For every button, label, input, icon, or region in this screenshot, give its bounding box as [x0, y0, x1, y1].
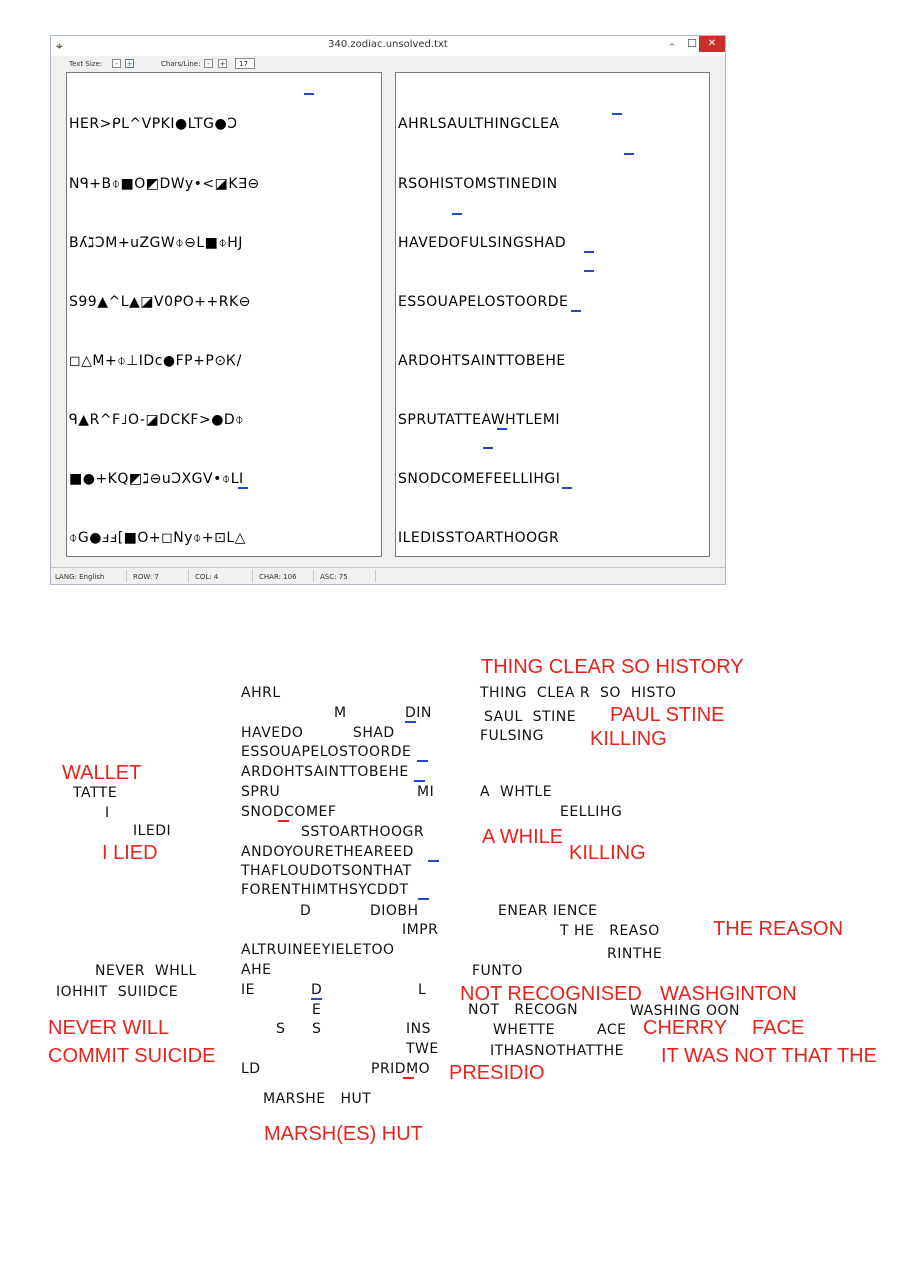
fragment: EELLIHG: [560, 804, 623, 820]
annotation-label: MARSH(ES) HUT: [264, 1123, 423, 1145]
fragment: AHRL: [241, 685, 281, 701]
fragment: ANDOYOURETHEAREED: [241, 844, 414, 860]
cursor-underline: [304, 93, 314, 95]
fragment: NOT RECOGN: [468, 1002, 579, 1018]
fragment: SSTOARTHOOGR: [301, 824, 425, 840]
highlight-underline: [584, 270, 594, 272]
fragment: WHETTE: [493, 1022, 555, 1038]
fragment: FULSING: [480, 728, 544, 744]
fragment: MI: [417, 784, 435, 800]
annotation-label: I LIED: [102, 842, 158, 864]
annotation-label: IT WAS NOT THAT THE: [661, 1045, 877, 1067]
cipher-line: S99▲^L▲◪V0ᑭO++RK⊖: [69, 293, 251, 310]
cipher-line: ⌽G●ⅎⅎ[■O+◻Ny⌽+⊡L△: [69, 530, 246, 547]
plain-line: ILEDISSTOARTHOOGR: [398, 530, 560, 547]
highlight-underline: [418, 898, 429, 900]
annotation-label: FACE: [752, 1017, 805, 1039]
annotation-label: WALLET: [62, 762, 142, 784]
fragment: TATTE: [73, 785, 118, 801]
highlight-underline: [452, 213, 462, 215]
annotation-label: PAUL STINE: [610, 704, 725, 726]
annotation-label: NOT RECOGNISED: [460, 983, 642, 1005]
annotation-label: NEVER WILL: [48, 1017, 170, 1039]
status-divider: [375, 570, 376, 582]
chars-decrease-button[interactable]: -: [204, 59, 213, 68]
annotation-label: CHERRY: [643, 1017, 728, 1039]
status-asc: ASC: 75: [320, 573, 348, 581]
fragment: IMPR: [402, 922, 439, 938]
cipher-line: HER>ᑭL^VPKI●LTG●Ↄ: [69, 116, 238, 133]
highlight-underline: [405, 721, 416, 723]
highlight-underline: [428, 860, 439, 862]
fragment: DIOBH: [370, 903, 419, 919]
fragment: ESSOUAPELOSTOORDE: [241, 744, 412, 760]
fragment: T HE REASO: [560, 923, 660, 939]
highlight-underline: [403, 1077, 414, 1079]
status-row: ROW: 7: [133, 573, 159, 581]
highlight-underline: [417, 760, 428, 762]
fragment: THING CLEA R SO HISTO: [480, 685, 677, 701]
fragment: L: [418, 982, 427, 998]
fragment: S: [276, 1021, 286, 1037]
title-bar: [51, 36, 725, 56]
fragment: IOHHIT SUIIDCE: [56, 984, 179, 1000]
cipher-line: BʎℷↃM+uZGW⌽⊖L■⌽HJ: [69, 234, 243, 251]
fragment: MARSHE HUT: [263, 1091, 372, 1107]
plain-line: RSOHISTOMSTINEDIN: [398, 175, 558, 192]
fragment: SPRU: [241, 784, 281, 800]
fragment: M: [334, 705, 347, 721]
fragment: ARDOHTSAINTTOBEHE: [241, 764, 409, 780]
fragment: ILEDI: [133, 823, 172, 839]
plain-lines: [398, 76, 573, 557]
fragment: ENEAR IENCE: [498, 903, 598, 919]
window-title: 340.zodiac.unsolved.txt: [328, 39, 448, 50]
fragment: ITHASNOTHATTHE: [490, 1043, 624, 1059]
status-lang: LANG: English: [55, 573, 105, 581]
fragment: D: [300, 903, 312, 919]
chars-line-label: Chars/Line:: [161, 60, 201, 68]
fragment: FORENTHIMTHSYCDDT: [241, 882, 409, 898]
status-divider: [188, 570, 189, 582]
minimize-button[interactable]: –: [669, 37, 675, 50]
fragment: I: [105, 805, 110, 821]
cipher-line: ■●+KQ◩ℷ⊖uↃXGV•⌽LI: [69, 471, 244, 488]
highlight-underline: [278, 820, 289, 822]
chars-per-line-input[interactable]: 17: [235, 58, 255, 69]
annotation-label: WASHGINTON: [660, 983, 797, 1005]
plain-line: SPRUTATTEAWHTLEMI: [398, 411, 561, 428]
fragment: RINTHE: [607, 946, 663, 962]
plain-line: AHRLSAULTHINGCLEA: [398, 116, 560, 133]
highlight-underline: [414, 780, 425, 782]
fragment: IE: [241, 982, 255, 998]
close-button[interactable]: ✕: [699, 36, 725, 52]
app-window: [50, 35, 726, 585]
maximize-button[interactable]: ☐: [687, 37, 697, 50]
fragment: HAVEDO SHAD: [241, 725, 395, 741]
fragment: ALTRUINEEYIELETOO: [241, 942, 395, 958]
annotation-label: THING CLEAR SO HISTORY: [481, 656, 744, 678]
status-char: CHAR: 106: [259, 573, 297, 581]
fragment: FUNTO: [472, 963, 523, 979]
highlight-underline: [571, 310, 581, 312]
fragment: AHE: [241, 962, 272, 978]
fragment: ACE: [597, 1022, 627, 1038]
highlight-underline: [497, 428, 507, 430]
fragment: DIN: [405, 705, 432, 721]
fragment: S: [312, 1021, 322, 1037]
fragment: SNODCOMEF: [241, 804, 337, 820]
cipher-line: Nᑫ+B⌽■O◩DWy•<◪K∃⊖: [69, 175, 260, 192]
fragment: INS: [406, 1021, 431, 1037]
plain-text-pane[interactable]: [395, 72, 710, 557]
cipher-lines: [69, 76, 260, 557]
fragment: PRIDMO: [371, 1061, 431, 1077]
highlight-underline: [483, 447, 493, 449]
cursor-underline: [238, 487, 248, 489]
chars-increase-button[interactable]: +: [219, 60, 226, 68]
fragment: TWE: [406, 1041, 439, 1057]
fragment: THAFLOUDOTSONTHAT: [241, 863, 412, 879]
fragment: SAUL STINE: [484, 709, 577, 725]
highlight-underline: [612, 113, 622, 115]
annotation-label: THE REASON: [713, 918, 844, 940]
fragment: A WHTLE: [480, 784, 553, 800]
highlight-underline: [311, 998, 322, 1000]
highlight-underline: [584, 251, 594, 253]
cipher-line: ᑫ▲R^F˩O-◪DCKF>●D⌽: [69, 411, 245, 428]
highlight-underline: [624, 153, 634, 155]
plain-line: HAVEDOFULSINGSHAD: [398, 234, 567, 251]
toolbar: [51, 56, 725, 72]
text-size-increase-button[interactable]: +: [126, 60, 133, 68]
annotation-label: KILLING: [590, 728, 667, 750]
text-size-decrease-button[interactable]: -: [112, 59, 121, 68]
annotation-label: A WHILE: [482, 826, 564, 848]
text-size-label: Text Size:: [69, 60, 103, 68]
status-divider: [313, 570, 314, 582]
fragment: NEVER WHLL: [95, 963, 197, 979]
status-col: COL: 4: [195, 573, 219, 581]
cipher-line: ◻△M+⌽⊥IDⅽ●FP+P⊙Ꮶ/: [69, 352, 242, 369]
plain-line: SNODCOMEFEELLIHGI: [398, 471, 561, 488]
cipher-text-pane[interactable]: [66, 72, 382, 557]
fragment: LD: [241, 1061, 261, 1077]
fragment: E: [312, 1002, 322, 1018]
crosshair-icon[interactable]: ⌖: [56, 39, 63, 53]
highlight-underline: [562, 487, 572, 489]
plain-line: ESSOUAPELOSTOORDE: [398, 293, 569, 310]
annotation-label: KILLING: [569, 842, 646, 864]
status-divider: [126, 570, 127, 582]
annotation-label: PRESIDIO: [449, 1062, 545, 1084]
status-bar: [51, 567, 725, 586]
annotation-label: COMMIT SUICIDE: [48, 1045, 216, 1067]
fragment: WASHING OON: [630, 1003, 740, 1019]
status-divider: [252, 570, 253, 582]
fragment: D: [311, 982, 323, 998]
annotated-solution: [0, 600, 900, 1265]
plain-line: ARDOHTSAINTTOBEHE: [398, 352, 566, 369]
